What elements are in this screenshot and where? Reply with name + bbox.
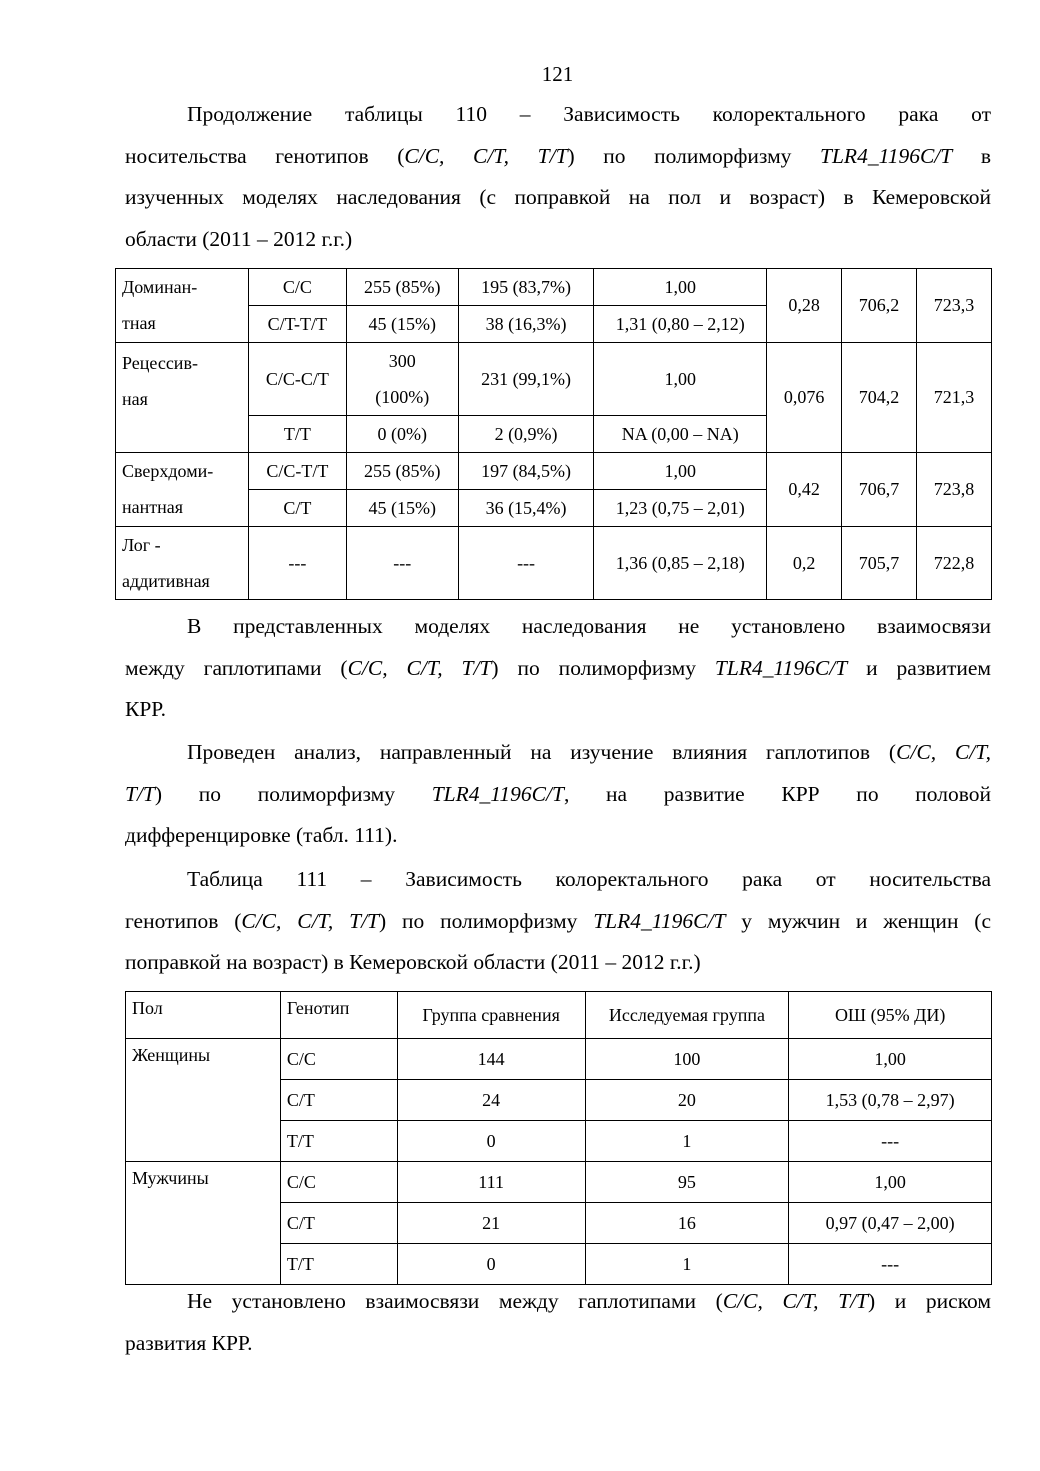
genotype-cell: T/T [280,1244,397,1285]
paragraph-text: Проведен анализ, направленный на изучение влияния гаплотипов ( [187,740,897,764]
column-header: Генотип [280,992,397,1039]
control-cell: 0 (0%) [346,416,458,453]
caption-line: Таблица 111 – Зависимость колоректального рака от носительства [187,867,991,891]
caption-line: поправкой на возраст) в Кемеровской области (2011 – 2012 г.г.) [125,950,701,974]
case-cell: 38 (16,3%) [458,306,594,343]
table-row [126,1039,992,1080]
caption-text: ) по полиморфизму [567,143,821,168]
genotype-cell: C/T [280,1080,397,1121]
column-header: Группа сравнения [397,992,585,1039]
or-cell: 1,00 [594,453,767,490]
control-cell: 300 (100%) [346,343,458,416]
case-cell: 2 (0,9%) [458,416,594,453]
or-cell: 0,97 (0,47 – 2,00) [789,1203,992,1244]
genotype-cell: C/T [248,490,346,527]
case-cell: 16 [585,1203,789,1244]
table-row [126,1162,992,1203]
or-cell: 1,00 [789,1039,992,1080]
control-cell: 21 [397,1203,585,1244]
control-cell: 45 (15%) [346,490,458,527]
control-cell: 144 [397,1039,585,1080]
paragraph-text: дифференцировке (табл. 111). [125,823,398,847]
or-cell: 1,36 (0,85 – 2,18) [594,527,767,600]
genotypes-italic: C/C, C/T, T/T [241,908,379,933]
case-cell: --- [458,527,594,600]
paragraph-text: КРР. [125,697,166,721]
control-cell: 0 [397,1121,585,1162]
aic-cell: 705,7 [842,527,917,600]
or-cell: 1,00 [594,343,767,416]
column-header: ОШ (95% ДИ) [789,992,992,1039]
case-cell: 95 [585,1162,789,1203]
genotype-cell: C/C [280,1039,397,1080]
case-cell: 197 (84,5%) [458,453,594,490]
model-cell: Доминан- [116,269,249,306]
paragraph-text: между гаплотипами ( [125,655,348,680]
paragraph-2 [125,732,991,857]
caption-text: носительства генотипов ( [125,143,405,168]
model-cell: нантная [116,490,249,527]
paragraph-text: , на развитие КРР по половой [563,781,991,806]
genotype-cell: C/T [280,1203,397,1244]
aic-cell: 706,7 [842,453,917,527]
genotypes-italic: T/T [125,781,155,806]
paragraph-text: развития КРР. [125,1330,253,1355]
aic-cell: 704,2 [842,343,917,453]
model-cell: Лог - аддитивная [116,527,249,600]
case-cell: 1 [585,1121,789,1162]
bic-cell: 721,3 [917,343,992,453]
caption-text: в [952,143,991,168]
genotype-cell: T/T [280,1121,397,1162]
control-cell: --- [346,527,458,600]
column-header: Пол [126,992,281,1039]
caption-text: у мужчин и женщин (с [725,908,991,933]
paragraph-text: В представленных моделях наследования не установлено взаимосвязи [187,614,991,638]
model-cell: тная [116,306,249,343]
genotype-cell: C/C [280,1162,397,1203]
table-row [116,343,992,416]
caption-line: изученных моделях наследования (с поправкой на пол и возраст) в Кемеровской [125,185,991,209]
paragraph-3 [125,1281,991,1364]
paragraph-1 [125,606,991,731]
paragraph-text: ) по полиморфизму [491,655,715,680]
control-cell: 255 (85%) [346,269,458,306]
column-header: Исследуемая группа [585,992,789,1039]
genotype-cell: C/C [248,269,346,306]
table-row [116,269,992,306]
table-110 [115,268,992,600]
genotypes-italic: C/C, C/T, T/T [404,143,568,168]
case-cell: 231 (99,1%) [458,343,594,416]
snp-italic: TLR4_1196C/T [593,908,726,933]
bic-cell: 723,3 [917,269,992,343]
paragraph-text: и развитием [847,655,992,680]
case-cell: 100 [585,1039,789,1080]
caption-line: Продолжение таблицы 110 – Зависимость колоректального рака от [187,102,991,126]
sex-cell: Мужчины [126,1162,281,1285]
model-cell: Сверхдоми- [116,453,249,490]
paragraph-text: ) и риском [868,1289,991,1313]
or-cell: --- [789,1244,992,1285]
control-cell: 255 (85%) [346,453,458,490]
or-cell: 1,00 [789,1162,992,1203]
genotype-cell: C/T-T/T [248,306,346,343]
paragraph-text: Не установлено взаимосвязи между гаплотипами ( [187,1289,723,1313]
or-cell: 1,00 [594,269,767,306]
genotypes-italic: C/C, C/T, T/T [722,1289,869,1313]
snp-italic: TLR4_1196C/T [431,781,564,806]
or-cell: 1,31 (0,80 – 2,12) [594,306,767,343]
p-value-cell: 0,076 [767,343,842,453]
p-value-cell: 0,42 [767,453,842,527]
model-cell: Рецессив- ная [116,343,249,453]
caption-text: генотипов ( [125,908,242,933]
genotype-cell: C/C-T/T [248,453,346,490]
paragraph-text: ) по полиморфизму [154,781,432,806]
case-cell: 1 [585,1244,789,1285]
caption-line: области (2011 – 2012 г.г.) [125,226,353,251]
aic-cell: 706,2 [842,269,917,343]
or-cell: 1,53 (0,78 – 2,97) [789,1080,992,1121]
genotypes-italic: C/C, C/T, T/T [347,655,492,680]
control-cell: 111 [397,1162,585,1203]
bic-cell: 723,8 [917,453,992,527]
or-cell: --- [789,1121,992,1162]
genotype-cell: C/C-C/T [248,343,346,416]
table-110-caption [125,94,991,260]
or-cell: NA (0,00 – NA) [594,416,767,453]
control-cell: 45 (15%) [346,306,458,343]
table-header-row [126,992,992,1039]
table-111 [125,991,992,1285]
control-cell: 0 [397,1244,585,1285]
case-cell: 20 [585,1080,789,1121]
snp-italic: TLR4_1196C/T [714,655,848,680]
p-value-cell: 0,2 [767,527,842,600]
genotypes-italic: C/C, C/T, [896,740,991,764]
snp-italic: TLR4_1196C/T [820,143,953,168]
control-cell: 24 [397,1080,585,1121]
bic-cell: 722,8 [917,527,992,600]
table-row [116,453,992,490]
page-number: 121 [541,62,574,86]
genotype-cell: T/T [248,416,346,453]
table-row [116,527,992,600]
sex-cell: Женщины [126,1039,281,1162]
case-cell: 195 (83,7%) [458,269,594,306]
table-111-caption [125,859,991,984]
genotype-cell: --- [248,527,346,600]
case-cell: 36 (15,4%) [458,490,594,527]
caption-text: ) по полиморфизму [379,908,594,933]
or-cell: 1,23 (0,75 – 2,01) [594,490,767,527]
p-value-cell: 0,28 [767,269,842,343]
